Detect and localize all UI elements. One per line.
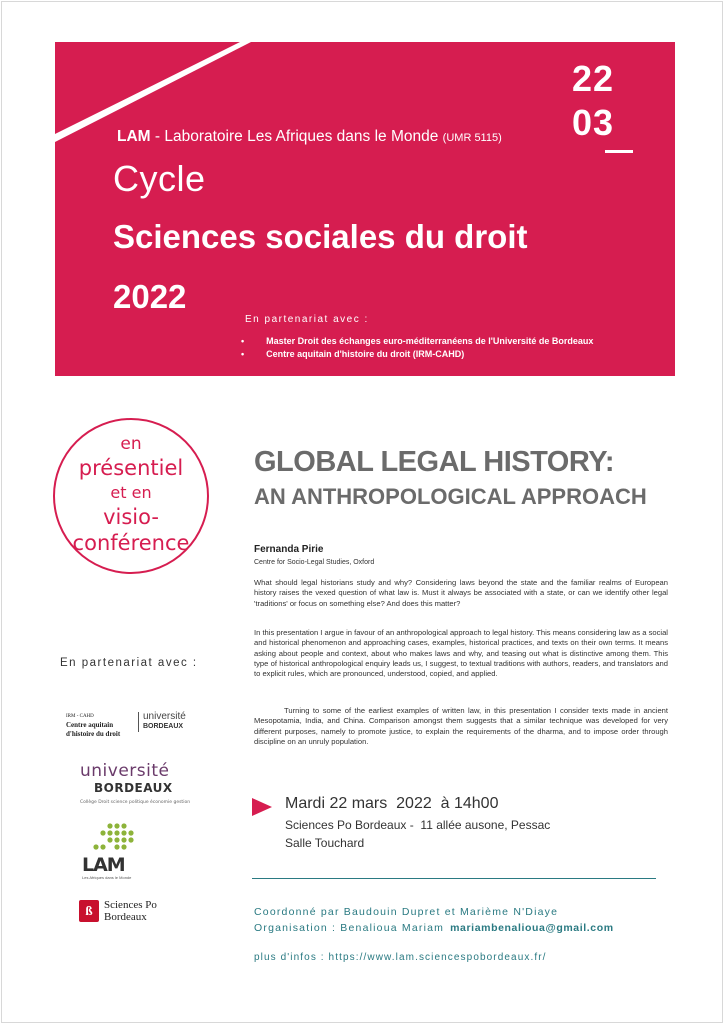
circle-line: conférence <box>72 531 190 555</box>
abstract-paragraph: Turning to some of the earliest examples of written law, in this presentation I consider texts made in ancient Mesopotamia, India, and China. Comparison amongst them suggests that a similar technique was developed for very different purposes, namely to promote justice, to explain the requirements of the dharma, and to impose order through discipline on an unruly population. <box>254 706 668 746</box>
date-month: 03 <box>572 102 615 143</box>
organisation-label: Organisation : Benalioua Mariam <box>254 922 445 934</box>
logo-scpo-text <box>104 899 157 923</box>
cycle-year: 2022 <box>113 278 187 315</box>
event-venue: Sciences Po Bordeaux - 11 allée ausone, Pessac <box>285 818 551 832</box>
lam-dots-icon <box>80 822 160 856</box>
date-day: 22 <box>572 58 615 99</box>
logo-scpo-line2: Bordeaux <box>104 911 147 923</box>
banner-partner-item: • Centre aquitain d'histoire du droit (IRM-CAHD) <box>241 349 593 359</box>
lab-umr: (UMR 5115) <box>442 132 502 144</box>
logo-scpo-line1: Sciences Po <box>104 899 157 911</box>
logo-ub-sub: Collège Droit science politique économie gestion <box>80 800 191 805</box>
format-circle <box>53 418 209 574</box>
logo-ub-small-city: BORDEAUX <box>143 723 184 730</box>
logo-ub-name: université <box>80 761 170 781</box>
event-room: Salle Touchard <box>285 836 365 850</box>
circle-line: et en <box>110 483 152 502</box>
lab-acronym: LAM <box>117 128 151 145</box>
lab-name <box>117 128 502 146</box>
sciences-po-icon: ß <box>79 900 99 922</box>
cycle-label: Cycle <box>113 158 206 199</box>
event-date: Mardi 22 mars 2022 à 14h00 <box>285 795 499 812</box>
abstract-paragraph: What should legal historians study and why? Considering laws beyond the state and the familiar realms of European history raises the vexed question of what law is. Must it always be associated with a state, or can we identify other legal 'traditions' or focus on something else? And does this matter? <box>254 578 668 608</box>
logo-ub-city: BORDEAUX <box>94 781 173 795</box>
circle-line: visio- <box>103 505 159 529</box>
divider <box>252 878 656 879</box>
logo-cahd <box>66 712 138 739</box>
date-underline <box>605 150 633 153</box>
banner-partner-label: En partenariat avec : <box>245 314 369 325</box>
lab-fullname: - Laboratoire Les Afriques dans le Monde <box>150 128 443 145</box>
logo-cahd-acronym: IRM - CAHD <box>66 714 94 719</box>
talk-subtitle: AN ANTHROPOLOGICAL APPROACH <box>254 484 647 509</box>
logo-lam <box>80 822 160 882</box>
logo-ub-small-name: université <box>143 711 186 722</box>
logo-universite-bordeaux <box>80 763 190 806</box>
banner-partner-item: • Master Droit des échanges euro-méditerranéens de l'Université de Bordeaux <box>241 336 593 346</box>
abstract-paragraph: In this presentation I argue in favour of an anthropological approach to legal history. This means considering law as a social and historical phenomenon and approaching cases, examples, historical practices, and texts on their own terms. It means asking about people and context, about who makes laws and why, and teasing out what is distinctive among them. This type of historical anthropological enquiry leads us, I suggest, to textual traditions with authors, readers, and translators and to explicit rules, which are pronounced, understood, copied, and applied. <box>254 628 668 679</box>
organisation-email-link[interactable]: mariambenalioua@gmail.com <box>450 922 614 934</box>
circle-line: présentiel <box>78 456 184 480</box>
more-info-link[interactable]: plus d'infos : https://www.lam.sciencespobordeaux.fr/ <box>254 952 547 963</box>
speaker-name: Fernanda Pirie <box>254 544 324 555</box>
logo-universite-bordeaux-small <box>138 712 186 732</box>
logo-lam-sub: Les Afriques dans le Monde <box>82 875 132 880</box>
circle-line: en <box>120 434 142 454</box>
left-partner-label: En partenariat avec : <box>60 657 198 669</box>
play-arrow-icon <box>252 798 272 816</box>
talk-title: GLOBAL LEGAL HISTORY: <box>254 446 615 478</box>
coordination: Coordonné par Baudouin Dupret et Marième N'Diaye <box>254 906 559 918</box>
organisation <box>254 922 614 934</box>
logo-cahd-name: Centre aquitain d'histoire du droit <box>66 721 121 738</box>
banner-partner-list <box>241 336 593 362</box>
speaker-affiliation: Centre for Socio-Legal Studies, Oxford <box>254 559 375 566</box>
logo-lam-text: LAM <box>82 854 125 876</box>
header-banner <box>55 42 675 376</box>
cycle-title: Sciences sociales du droit <box>113 218 528 255</box>
